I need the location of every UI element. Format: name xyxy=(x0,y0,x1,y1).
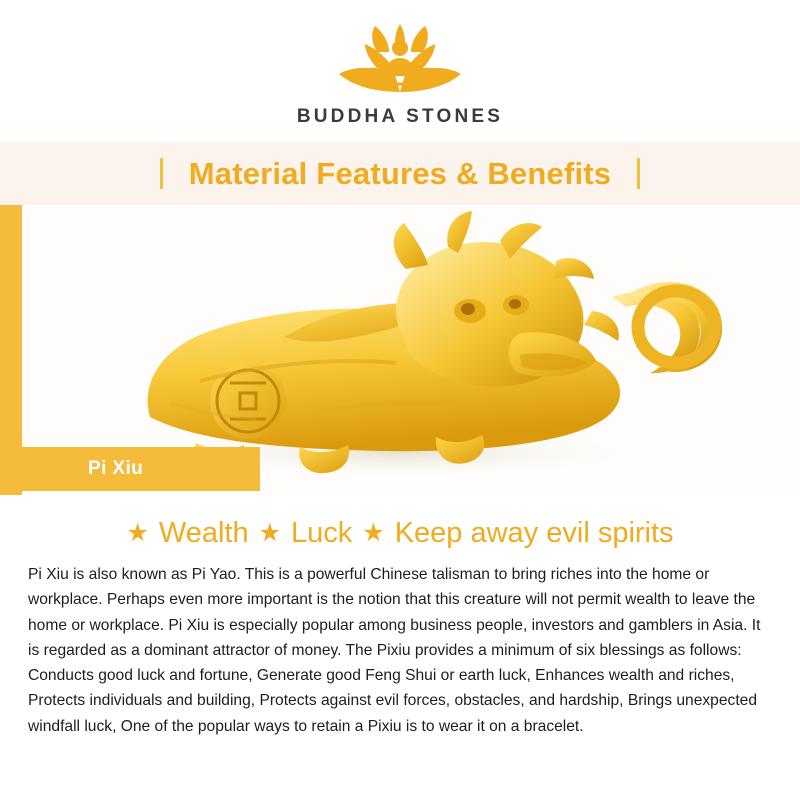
star-icon: ★ xyxy=(258,519,282,547)
benefits-line xyxy=(24,517,776,550)
star-icon: ★ xyxy=(126,519,149,547)
lotus-meditation-icon xyxy=(305,22,495,100)
brand-name: BUDDHA STONES xyxy=(296,106,504,127)
description-section xyxy=(0,495,800,800)
title-inner-frame xyxy=(160,158,641,189)
product-caption-bar xyxy=(0,447,260,491)
product-hero xyxy=(0,205,800,495)
brand-header xyxy=(0,0,800,142)
section-title-band xyxy=(0,142,800,205)
description-paragraph: Pi Xiu is also known as Pi Yao. This is a powerful Chinese talisman to bring riches into the home or workplace. Perhaps even more important is the notion that this creature will not permit wealth to leave the home or workplace. Pi Xiu is especially popular among business people, investors and gamblers in Asia. It is regarded as a dominant attractor of money. The Pixiu provides a minimum of six blessings as follows: Conducts good luck and fortune, Generate good Feng Shui or earth luck, Enhances wealth and riches, Protects individuals and building, Protects against evil forces, obstacles, and hardship, Brings unexpected windfall luck, One of the popular ways to retain a Pixiu is to wear it on a bracelet. xyxy=(28,566,761,735)
benefit-wealth: Wealth xyxy=(158,517,249,549)
page-title: Material Features & Benefits xyxy=(188,156,612,191)
benefit-luck: Luck xyxy=(291,517,353,549)
star-icon: ★ xyxy=(362,519,385,547)
benefit-keep-away-evil-spirits: Keep away evil spirits xyxy=(394,517,674,549)
product-caption: Pi Xiu xyxy=(88,458,144,479)
